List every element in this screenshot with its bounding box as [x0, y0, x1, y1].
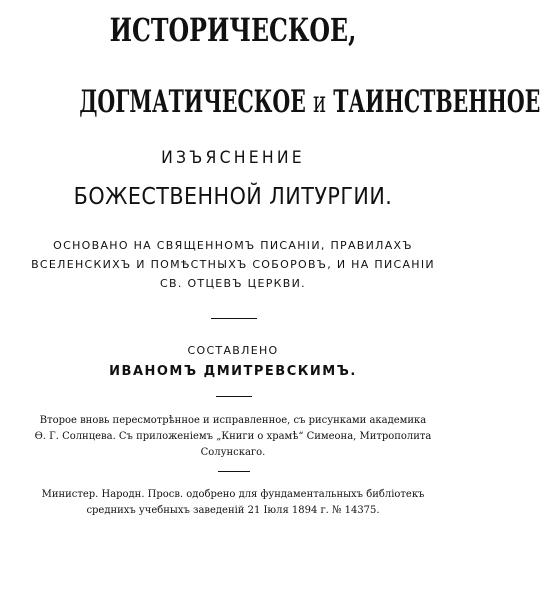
- title-word-mystical: ТАИНСТВЕННОЕ: [333, 84, 540, 120]
- edition-line-3: Солунскаго.: [200, 446, 266, 458]
- title-line-2: [79, 84, 540, 120]
- basis-line-3: СВ. ОТЦЕВЪ ЦЕРКВИ.: [160, 277, 306, 290]
- approval-line-1: Министер. Народн. Просв. одобрено для фундаментальныхъ библiотекъ: [41, 488, 425, 500]
- divider-rule-1: [211, 318, 257, 319]
- title-line-1: ИСТОРИЧЕСКОЕ,: [109, 11, 357, 49]
- title-word-dogmatic: ДОГМАТИЧЕСКОЕ: [79, 84, 306, 120]
- basis-line-2: ВСЕЛЕНСКИХЪ И ПОМѢСТНЫХЪ СОБОРОВЪ, И НА ПИСАНIИ: [31, 258, 435, 271]
- author-name: ИВАНОМЪ ДМИТРЕВСКИМЪ.: [109, 364, 357, 379]
- edition-line-1: Второе вновь пересмотрѣнное и исправленное, съ рисунками академика: [39, 414, 427, 426]
- approval-line-2: среднихъ учебныхъ заведенiй 21 Iюля 1894 г. № 14375.: [86, 504, 380, 516]
- basis-line-1: ОСНОВАНО НА СВЯЩЕННОМЪ ПИСАНIИ, ПРАВИЛАХЪ: [53, 239, 413, 252]
- edition-line-2: Ѳ. Г. Солнцева. Съ приложенiемъ „Книги о храмѣ“ Симеона, Митрополита: [34, 430, 432, 442]
- divider-rule-3: [218, 471, 250, 472]
- divider-rule-2: [216, 396, 252, 397]
- compiled-label: СОСТАВЛЕНО: [187, 344, 279, 357]
- subtitle: ИЗЪЯСНЕНИЕ: [161, 148, 305, 168]
- subject-line: БОЖЕСТВЕННОЙ ЛИТУРГИИ.: [73, 184, 393, 210]
- title-conjunction: и: [312, 85, 327, 120]
